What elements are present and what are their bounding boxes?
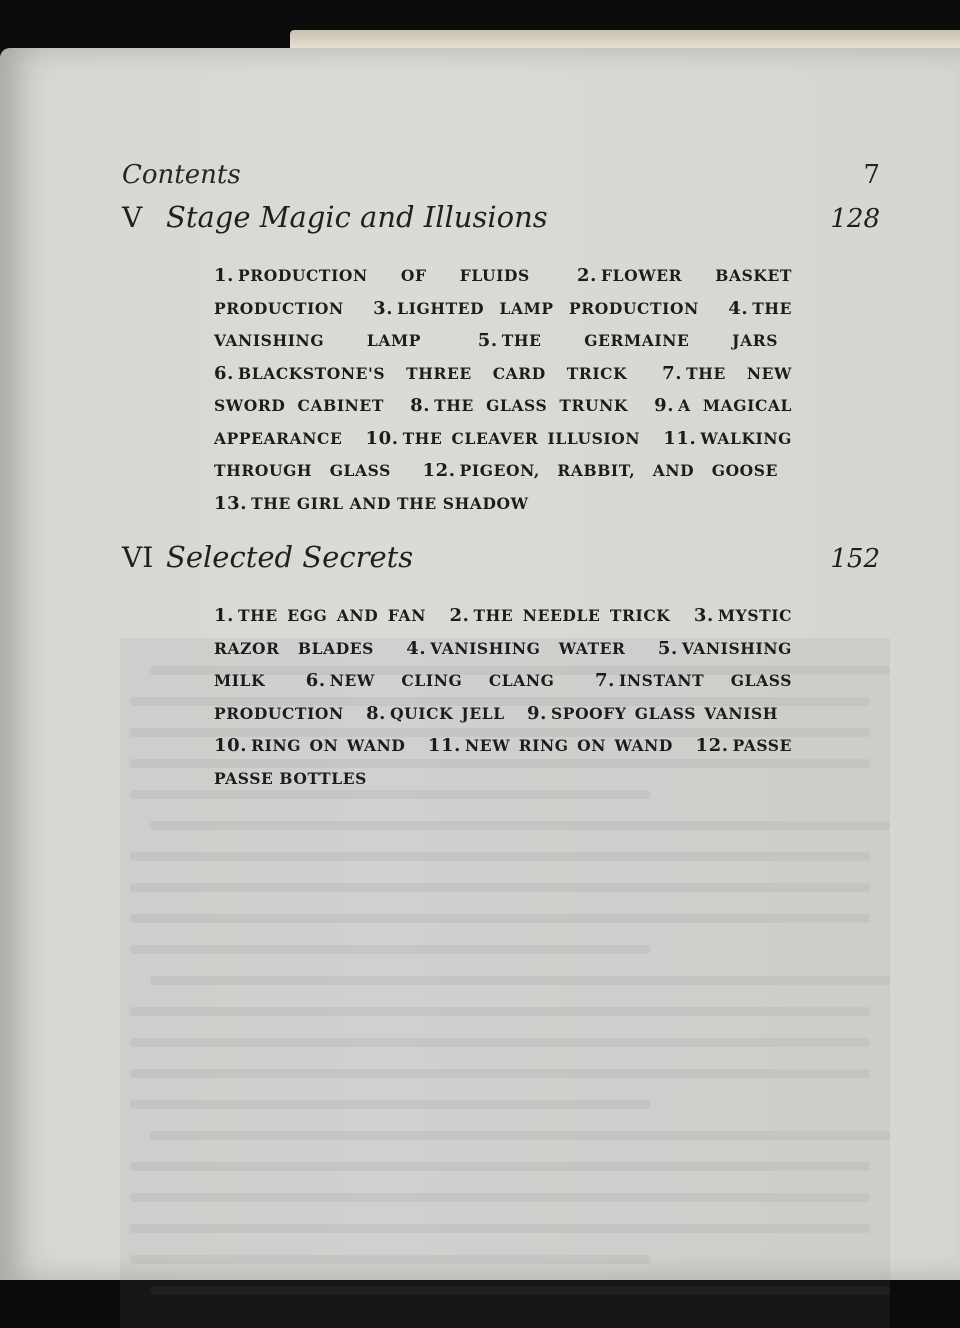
item-title: RING ON WAND [251, 736, 406, 755]
chapter-entry [122, 200, 880, 520]
contents-item [366, 704, 505, 723]
item-title: THE GERMAINE JARS [501, 331, 778, 350]
item-number: 8. [366, 702, 387, 724]
item-number: 4. [406, 637, 427, 659]
show-through-line [130, 1007, 870, 1016]
show-through-line [150, 1131, 890, 1140]
running-head [122, 160, 880, 190]
show-through-line [150, 976, 890, 985]
item-title: PRODUCTION OF FLUIDS [238, 266, 530, 285]
item-title: THE EGG AND FAN [238, 606, 426, 625]
running-head-title: Contents [122, 160, 241, 190]
item-title: A MAGICAL APPEARANCE [214, 396, 793, 448]
item-number: 2. [449, 605, 470, 626]
show-through-line [130, 852, 870, 861]
item-title: NEW CLING CLANG [329, 671, 555, 690]
show-through-line [130, 1255, 650, 1264]
contents-item [214, 494, 529, 513]
item-number: 4. [728, 297, 749, 319]
contents-item [428, 736, 673, 755]
item-number: 9. [527, 702, 548, 724]
item-title: THE VANISHING LAMP [214, 298, 793, 350]
contents-item [373, 299, 699, 318]
item-number: 11. [663, 427, 697, 449]
item-title: THE CLEAVER ILLUSION [402, 428, 641, 448]
item-title: THE NEEDLE TRICK [473, 606, 671, 625]
contents-item [478, 331, 778, 350]
show-through-line [130, 1193, 870, 1202]
item-number: 10. [365, 427, 399, 449]
item-title: WALKING THROUGH GLASS [214, 428, 792, 480]
contents-item [306, 671, 555, 690]
contents-item [366, 429, 641, 448]
show-through-line [130, 1224, 870, 1233]
chapter-item-list [214, 260, 792, 520]
item-title: BLACKSTONE'S THREE CARD TRICK [238, 363, 628, 383]
chapter-page-number: 128 [830, 204, 880, 234]
chapter-title: Stage Magic and Illusions [166, 200, 548, 234]
item-title: VANISHING WATER [430, 638, 626, 658]
item-title: LIGHTED LAMP PRODUCTION [397, 298, 699, 318]
item-number: 10. [214, 735, 248, 756]
item-number: 13. [214, 492, 248, 514]
item-number: 6. [214, 362, 234, 384]
item-number: 2. [577, 265, 597, 286]
item-number: 6. [305, 670, 326, 691]
show-through-line [150, 1286, 890, 1295]
contents-item [214, 364, 627, 383]
item-number: 3. [373, 297, 394, 319]
contents-item [410, 396, 628, 415]
item-number: 7. [662, 362, 683, 384]
show-through-line [130, 1069, 870, 1078]
contents-item [527, 704, 778, 723]
show-through-line [130, 883, 870, 892]
item-title: MYSTIC RAZOR BLADES [214, 606, 793, 658]
show-through-line [130, 945, 650, 954]
contents-item [214, 266, 530, 285]
show-through-line [130, 1100, 650, 1109]
item-number: 3. [693, 605, 714, 626]
contents-item [423, 461, 779, 480]
item-title: NEW RING ON WAND [465, 736, 673, 755]
item-number: 5. [657, 637, 678, 659]
item-title: PASSE PASSE BOTTLES [214, 736, 792, 788]
item-number: 11. [427, 735, 462, 756]
chapter-page-number: 152 [830, 544, 880, 574]
item-title: THE GLASS TRUNK [434, 396, 628, 415]
item-title: THE GIRL AND THE SHADOW [251, 493, 529, 513]
chapter-number: V [122, 201, 143, 234]
chapter-heading [122, 540, 880, 574]
running-head-page-number: 7 [863, 160, 880, 190]
item-title: PIGEON, RABBIT, AND GOOSE [459, 461, 778, 480]
item-title: INSTANT GLASS PRODUCTION [214, 671, 793, 723]
item-number: 1. [214, 265, 234, 286]
show-through-line [130, 914, 870, 923]
contents-item [214, 736, 405, 755]
chapter-heading [122, 200, 880, 234]
item-number: 1. [214, 605, 234, 626]
chapter-number: VI [122, 541, 154, 574]
item-title: FLOWER BASKET PRODUCTION [214, 266, 792, 318]
item-number: 12. [695, 735, 729, 756]
item-number: 7. [595, 670, 616, 691]
show-through-line [150, 821, 890, 830]
item-number: 8. [410, 395, 431, 416]
chapter-title: Selected Secrets [166, 540, 414, 574]
show-through-line [130, 1162, 870, 1171]
chapter-item-list [214, 600, 792, 795]
item-title: THE NEW SWORD CABINET [214, 363, 793, 415]
item-title: QUICK JELL [390, 703, 505, 723]
contents-item [214, 606, 426, 625]
item-number: 12. [422, 460, 456, 481]
item-title: SPOOFY GLASS VANISH [551, 703, 778, 723]
item-number: 9. [654, 395, 675, 416]
contents-item [450, 606, 671, 625]
show-through-line [130, 1038, 870, 1047]
item-number: 5. [477, 330, 498, 351]
contents-item [406, 639, 625, 658]
chapter-entry [122, 540, 880, 795]
item-title: VANISHING MILK [214, 638, 793, 690]
